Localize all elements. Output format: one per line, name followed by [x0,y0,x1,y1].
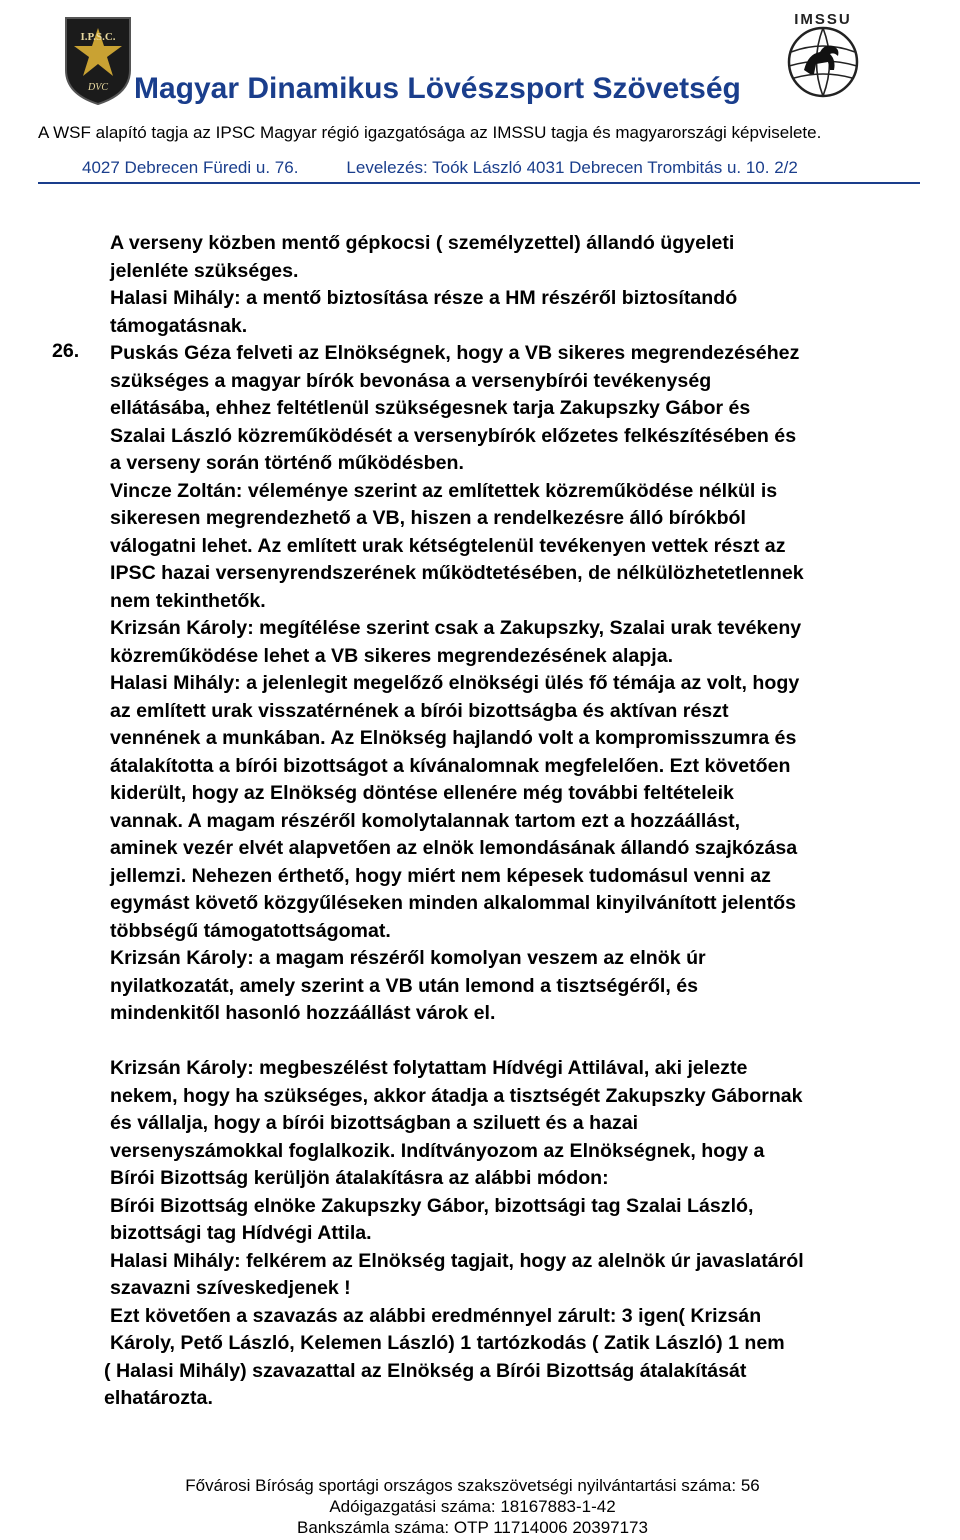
text-line: közreműködése lehet a VB sikeres megrendezésének alapja. [110,644,674,667]
imssu-logo [764,8,882,100]
text-line: sikeresen megrendezhető a VB, hiszen a rendelkezésre álló bírókból [110,507,746,529]
text-line: a verseny során történő működésben. [110,452,464,474]
address-line [82,158,798,178]
mailing-address: Levelezés: Toók László 4031 Debrecen Trombitás u. 10. 2/2 [346,158,798,177]
text-line: Ezt követően a szavazás az alábbi eredménnyel zárult: 3 igen( Krizsán [110,1304,762,1327]
text-line: ( Halasi Mihály) szavazattal az Elnökség a Bírói Bizottság átalakítását [104,1359,747,1382]
text-line: vannak. A magam részéről komolytalannak tartom ezt a hozzáállást, [110,809,741,832]
text-line: válogatni lehet. Az említett urak kétségtelenül tevékenyen vettek részt az [110,534,786,557]
text-line: Vincze Zoltán: véleménye szerint az említettek közreműködése nélkül is [110,479,778,502]
text-line: Puskás Géza felveti az Elnökségnek, hogy a VB sikeres megrendezéséhez [110,342,800,364]
text-line: mindenkitől hasonló hozzáállást várok el. [110,1002,496,1024]
text-line: nekem, hogy ha szükséges, akkor átadja a tisztségét Zakupszky Gábornak [110,1084,803,1107]
footer-tax-number: Adóigazgatási száma: 18167883-1-42 [329,1497,616,1516]
paragraph-resolution [104,1358,930,1413]
item-number: 26. [52,340,80,362]
svg-text:I.P.S.C.: I.P.S.C. [80,31,116,43]
text-line: Károly, Pető László, Kelemen László) 1 tartózkodás ( Zatik László) 1 nem [110,1332,785,1354]
footer [0,1475,945,1538]
text-line: aminek vezér elvét alapvetően az elnök lemondásának állandó szajkózása [110,837,798,859]
text-line: bizottsági tag Hídvégi Attila. [110,1222,372,1244]
text-line: vennének a munkában. Az Elnökség hajlandó volt a kompromisszumra és [110,727,797,749]
text-line: szavazni szíveskedjenek ! [110,1277,351,1299]
paragraph-item-26 [110,340,930,1028]
text-line: A verseny közben mentő gépkocsi ( személyzettel) állandó ügyeleti [110,232,735,254]
text-line: Halasi Mihály: a mentő biztosítása része a HM részéről biztosítandó [110,287,738,309]
text-line: átalakította a bírói bizottságot a kívánalomnak megfelelően. Ezt követően [110,754,791,777]
text-line: kiderült, hogy az Elnökség döntése ellenére még további feltételeik [110,782,734,804]
text-line: Halasi Mihály: a jelenlegit megelőző elnökségi ülés fő témája az volt, hogy [110,672,800,694]
ipsc-logo [60,14,136,106]
text-line: Bírói Bizottság elnöke Zakupszky Gábor, bizottsági tag Szalai László, [110,1194,754,1217]
footer-bank-account: Bankszámla száma: OTP 11714006 20397173 [297,1518,648,1537]
svg-text:IMSSU: IMSSU [794,11,852,28]
document-body [104,230,930,1413]
footer-registration: Fővárosi Bíróság sportági országos szakszövetségi nyilvántartási száma: 56 [185,1476,760,1495]
text-line: Krizsán Károly: a magam részéről komolyan veszem az elnök úr [110,947,706,969]
text-line: Krizsán Károly: megbeszélést folytattam Hídvégi Attilával, aki jelezte [110,1057,748,1079]
text-line: elhatározta. [104,1387,213,1409]
paragraph-committee [110,1055,930,1358]
header-divider [38,182,920,184]
text-line: egymást követő közgyűléseken minden alkalommal kinyilvánított jelentős [110,892,797,914]
text-line: az említett urak visszatérnének a bírói bizottságba és aktívan részt [110,699,729,722]
street-address: 4027 Debrecen Füredi u. 76. [82,158,299,177]
text-line: többségű támogatottságomat. [110,919,391,942]
organization-subtitle: A WSF alapító tagja az IPSC Magyar régió igazgatósága az IMSSU tagja és magyarországi képviselete. [38,123,822,142]
text-line: szükséges a magyar bírók bevonása a versenybírói tevékenység [110,369,712,392]
text-line: nem tekinthetők. [110,589,266,612]
text-line: versenyszámokkal foglalkozik. Indítványozom az Elnökségnek, hogy a [110,1139,765,1162]
text-line: támogatásnak. [110,314,248,337]
text-line: nyilatkozatát, amely szerint a VB után lemond a tisztségéről, és [110,974,698,997]
svg-text:DVC: DVC [88,82,108,93]
text-line: és vállalja, hogy a bírói bizottságban a sziluett és a hazai [110,1112,639,1134]
text-line: jelenléte szükséges. [110,259,299,282]
text-line: Krizsán Károly: megítélése szerint csak a Zakupszky, Szalai urak tevékeny [110,617,802,639]
text-line: ellátásába, ehhez feltétlenül szükségesnek tarja Zakupszky Gábor és [110,397,751,419]
text-line: Bírói Bizottság kerüljön átalakításra az alábbi módon: [110,1167,609,1189]
text-line: IPSC hazai versenyrendszerének működtetésében, de nélkülözhetetlennek [110,562,804,584]
text-line: Halasi Mihály: felkérem az Elnökség tagjait, hogy az alelnök úr javaslatáról [110,1249,804,1272]
organization-title: Magyar Dinamikus Lövészsport Szövetség [134,72,741,105]
paragraph-ambulance [110,230,930,340]
text-line: jellemzi. Nehezen érthető, hogy miért nem képesek tudomásul venni az [110,864,771,887]
text-line: Szalai László közreműködését a versenybírók előzetes felkészítésében és [110,424,797,447]
